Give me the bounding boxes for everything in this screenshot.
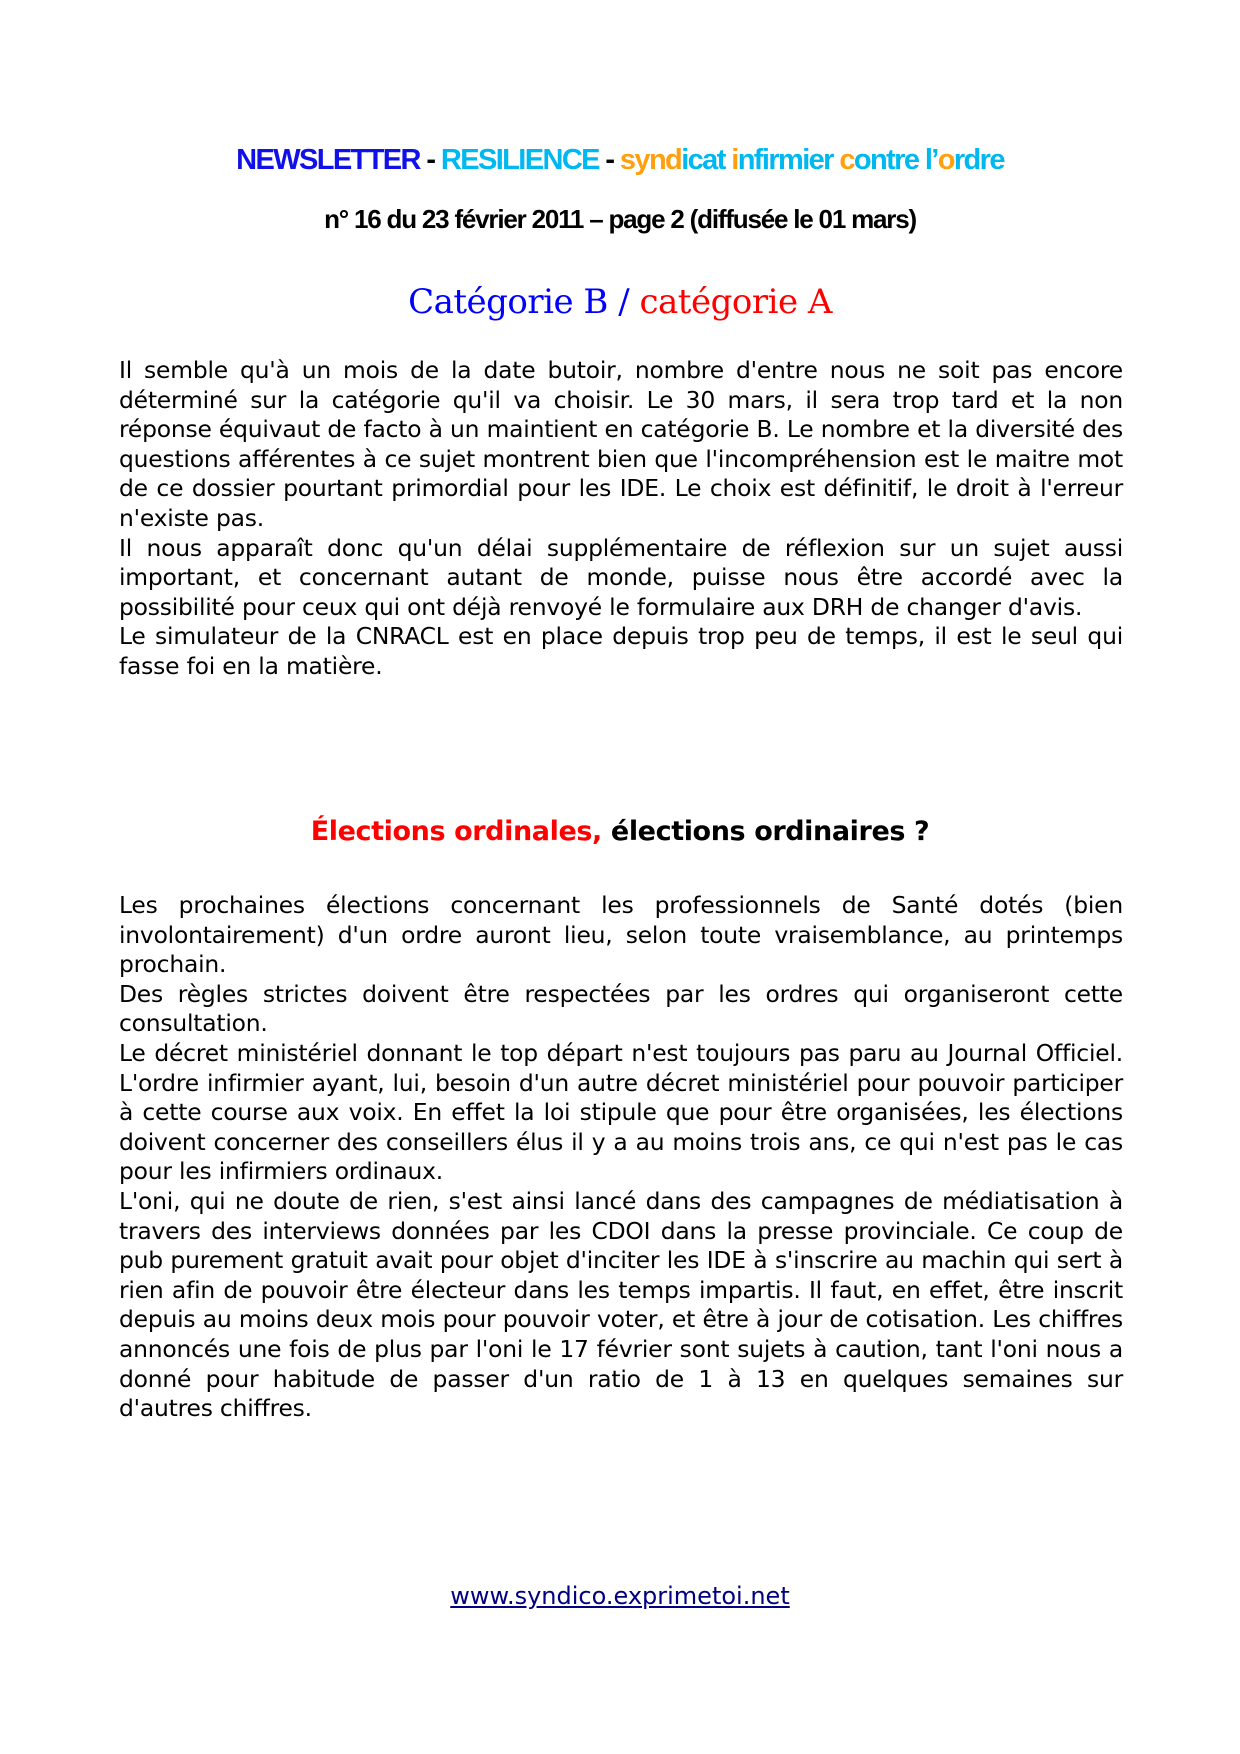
issue-line: n° 16 du 23 février 2011 – page 2 (diffusée le 01 mars)	[324, 204, 916, 234]
section-title-categorie	[0, 280, 1240, 324]
masthead-tagline-part: i	[731, 144, 738, 176]
website-link[interactable]: www.syndico.exprimetoi.net	[450, 1582, 790, 1610]
paragraph: Le décret ministériel donnant le top départ n'est toujours pas paru au Journal Officiel. L'ordre infirmier ayant, lui, besoin d'un autre décret ministériel pour pouvoir participer à cette course aux voix. En effet la loi stipule que pour être organisées, les élections doivent concerner des conseillers élus il y a au moins trois ans, ce qui n'est pas le cas pour les infirmiers ordinaux.	[119, 1038, 1123, 1186]
masthead-tagline-part: icat	[681, 144, 732, 176]
paragraph: Il semble qu'à un mois de la date butoir, nombre d'entre nous ne soit pas encore déterminé sur la catégorie qu'il va choisir. Le 30 mars, il sera trop tard et la non réponse équivaut de facto à un maintient en catégorie B. Le nombre et la diversité des questions afférentes à ce sujet montrent bien que l'incompréhension est le maitre mot de ce dossier pourtant primordial pour les IDE. Le choix est définitif, le droit à l'erreur n'existe pas.	[119, 356, 1123, 532]
footer	[0, 1581, 1240, 1611]
paragraph: L'oni, qui ne doute de rien, s'est ainsi lancé dans des campagnes de médiatisation à travers des interviews données par les CDOI dans la presse provinciale. Ce coup de pub purement gratuit avait pour objet d'inciter les IDE à s'inscrire au machin qui sert à rien afin de pouvoir être électeur dans les temps impartis. Il faut, en effet, être inscrit depuis au moins deux mois pour pouvoir voter, et être à jour de cotisation. Les chiffres annoncés une fois de plus par l'oni le 17 février sont sujets à caution, tant l'oni nous a donné pour habitude de passer d'un ratio de 1 à 13 en quelques semaines sur d'autres chiffres.	[119, 1186, 1123, 1423]
masthead-tagline-part: synd	[619, 144, 682, 176]
paragraph: Il nous apparaît donc qu'un délai supplémentaire de réflexion sur un sujet aussi important, et concernant autant de monde, puisse nous être accordé avec la possibilité pour ceux qui ont déjà renvoyé le formulaire aux DRH de changer d'avis.	[119, 533, 1123, 621]
title-categorie-a: catégorie A	[639, 282, 832, 322]
section-body-categorie	[119, 356, 1123, 682]
section-body-elections	[119, 891, 1123, 1424]
title-elections-ordinaires: élections ordinaires ?	[601, 816, 930, 847]
title-categorie-b: Catégorie B /	[408, 282, 640, 322]
masthead-separator: -	[419, 144, 441, 176]
masthead-tagline-part: o	[937, 144, 954, 176]
paragraph: Les prochaines élections concernant les professionnels de Santé dotés (bien involontairement) d'un ordre auront lieu, selon toute vraisemblance, au printemps prochain.	[119, 891, 1123, 979]
section-title-elections	[0, 814, 1240, 850]
masthead-tagline-part: nfirmier	[737, 144, 840, 176]
masthead-tagline-part: ontre l’	[853, 144, 938, 176]
title-elections-ordinales: Élections ordinales,	[310, 816, 602, 847]
paragraph: Le simulateur de la CNRACL est en place depuis trop peu de temps, il est le seul qui fasse foi en la matière.	[119, 622, 1123, 680]
masthead-tagline-part: c	[839, 144, 854, 176]
paragraph: Des règles strictes doivent être respectées par les ordres qui organiseront cette consultation.	[119, 979, 1123, 1038]
masthead-tagline-part: rdre	[953, 144, 1004, 176]
masthead-resilience: RESILIENCE	[440, 144, 599, 176]
masthead	[0, 142, 1240, 178]
masthead-newsletter: NEWSLETTER	[236, 144, 420, 176]
masthead-separator: -	[598, 144, 620, 176]
